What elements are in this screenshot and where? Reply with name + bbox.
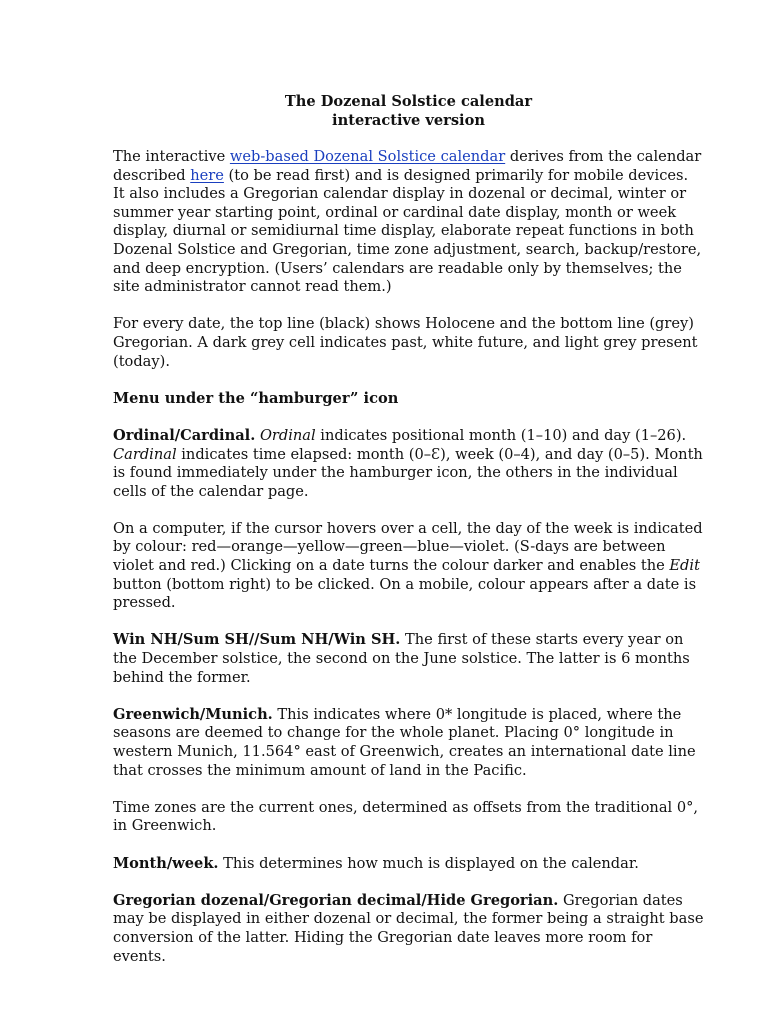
document-title: [113, 92, 704, 130]
gregorian-display-paragraph: Gregorian dozenal/Gregorian decimal/Hide Gregorian. Gregorian dates may be displayed in either dozenal or decimal, the former being a straight base conversion of the latter. Hiding the Gregorian date leaves more room for events.: [113, 891, 704, 965]
title-line-1: The Dozenal Solstice calendar: [284, 93, 533, 110]
greenwich-munich-paragraph: Greenwich/Munich. This indicates where 0* longitude is placed, where the seasons are deemed to change for the whole planet. Placing 0° longitude in western Munich, 11.564° east of Greenwich, creates an international date line that crosses the minimum amount of land in the Pacific.: [113, 705, 696, 779]
web-calendar-link[interactable]: web-based Dozenal Solstice calendar: [229, 148, 506, 165]
ordinal-cardinal-heading: Ordinal/Cardinal.: [113, 426, 256, 444]
gregorian-display-heading: Gregorian dozenal/Gregorian decimal/Hide Gregorian.: [113, 891, 559, 909]
here-link[interactable]: here: [190, 166, 224, 184]
greenwich-munich-heading: Greenwich/Munich.: [113, 705, 273, 723]
time-zones-paragraph: Time zones are the current ones, determined as offsets from the traditional 0°, in Greenwich.: [113, 798, 699, 835]
month-week-heading: Month/week.: [113, 854, 219, 872]
win-sum-paragraph: Win NH/Sum SH//Sum NH/Win SH. The first of these starts every year on the December solstice, the second on the June solstice. The latter is 6 months behind the former.: [113, 631, 690, 686]
win-sum-heading: Win NH/Sum SH//Sum NH/Win SH.: [113, 631, 401, 649]
colors-paragraph: For every date, the top line (black) shows Holocene and the bottom line (grey) Gregorian. A dark grey cell indicates past, white future, and light grey present (today).: [113, 315, 698, 370]
intro-paragraph: The interactive web-based Dozenal Solstice calendar derives from the calendar described here (to be read first) and is designed primarily for mobile devices. It also includes a Gregorian calendar display in dozenal or decimal, winter or summer year starting point, ordinal or cardinal date display, month or week display, diurnal or semidiurnal time display, elaborate repeat functions in both Dozenal Solstice and Gregorian, time zone adjustment, search, backup/restore, and deep encryption. (Users’ calendars are readable only by themselves; the site administrator cannot read them.): [113, 148, 702, 296]
hover-colour-paragraph: On a computer, if the cursor hovers over a cell, the day of the week is indicated by colour: red—orange—yellow—green—blue—violet. (S-days are between violet and red.) Clicking on a date turns the colour darker and enables the Edit button (bottom right) to be clicked. On a mobile, colour appears after a date is pressed.: [113, 519, 703, 612]
menu-heading: Menu under the “hamburger” icon: [113, 389, 399, 407]
title-line-2: interactive version: [332, 112, 485, 129]
ordinal-cardinal-paragraph: Ordinal/Cardinal. Ordinal indicates positional month (1–10) and day (1–26). Cardinal indicates time elapsed: month (0–Ɛ), week (0–4), and day (0–5). Month is found immediately under the hamburger icon, the others in the individual cells of the calendar page.: [113, 426, 703, 500]
month-week-paragraph: Month/week. This determines how much is displayed on the calendar.: [113, 854, 639, 872]
